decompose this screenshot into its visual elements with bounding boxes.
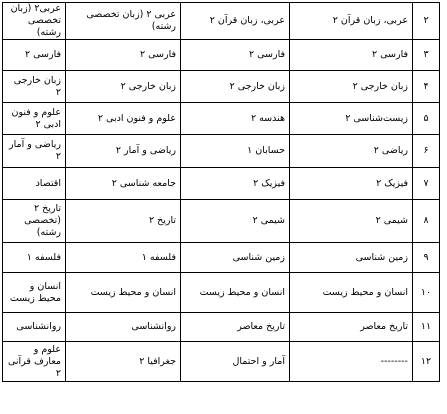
course-cell: انسان و محیط زیست [66,273,181,313]
curriculum-table-body [3,3,440,382]
row-number-cell: ۴ [413,71,440,103]
curriculum-table [2,2,440,382]
table-row [3,40,440,71]
course-cell: -------- [290,342,413,382]
course-cell: فیزیک ۲ [290,168,413,200]
course-cell: عربی، زبان قرآن ۲ [181,3,290,40]
course-cell: روانشناسی [66,313,181,342]
course-cell: فارسی ۲ [181,40,290,71]
course-cell: ریاضی ۲ [290,135,413,168]
course-cell: زیست‌شناسی ۲ [290,103,413,135]
table-row [3,342,440,382]
row-number-cell: ۸ [413,200,440,243]
course-cell: فیزیک ۲ [181,168,290,200]
course-cell: انسان و محیط زیست [290,273,413,313]
course-cell: شیمی ۲ [181,200,290,243]
table-row [3,200,440,243]
course-cell: زبان خارجی ۲ [181,71,290,103]
row-number-cell: ۱۲ [413,342,440,382]
row-number-cell: ۱۰ [413,273,440,313]
course-cell: فلسفه ۱ [3,243,66,273]
course-cell: علوم و فنون ادبی ۲ [66,103,181,135]
table-row [3,3,440,40]
course-cell: تاریخ ۲ [66,200,181,243]
row-number-cell: ۵ [413,103,440,135]
course-cell: ریاضی و آمار ۲ [3,135,66,168]
course-cell: عربی ۲ (زبان تخصصی رشته) [66,3,181,40]
course-cell: زبان خارجی ۲ [3,71,66,103]
course-cell: زبان خارجی ۲ [66,71,181,103]
course-cell: تاریخ معاصر [290,313,413,342]
row-number-cell: ۷ [413,168,440,200]
table-row [3,135,440,168]
course-cell: جغرافیا ۲ [66,342,181,382]
course-cell: روانشناسی [3,313,66,342]
course-cell: عربی، زبان قرآن ۲ [290,3,413,40]
course-cell: زمین شناسی [290,243,413,273]
course-cell: علوم و معارف قرآنی ۲ [3,342,66,382]
table-row [3,103,440,135]
row-number-cell: ۹ [413,243,440,273]
table-row [3,313,440,342]
course-cell: جامعه شناسی ۲ [66,168,181,200]
course-cell: فارسی ۲ [66,40,181,71]
course-cell: ریاضی و آمار ۲ [66,135,181,168]
course-cell: حسابان ۱ [181,135,290,168]
course-cell: انسان و محیط زیست [3,273,66,313]
row-number-cell: ۲ [413,3,440,40]
course-cell: شیمی ۲ [290,200,413,243]
table-row [3,273,440,313]
table-row [3,71,440,103]
course-cell: تاریخ ۲ (تخصصی رشته) [3,200,66,243]
table-row [3,168,440,200]
course-cell: آمار و احتمال [181,342,290,382]
course-cell: انسان و محیط زیست [181,273,290,313]
course-cell: اقتصاد [3,168,66,200]
course-cell: هندسه ۲ [181,103,290,135]
course-cell: فارسی ۲ [3,40,66,71]
table-row [3,243,440,273]
course-cell: فارسی ۲ [290,40,413,71]
row-number-cell: ۶ [413,135,440,168]
course-cell: علوم و فنون ادبی ۲ [3,103,66,135]
course-cell: زمین شناسی [181,243,290,273]
course-cell: زبان خارجی ۲ [290,71,413,103]
course-cell: تاریخ معاصر [181,313,290,342]
course-cell: فلسفه ۱ [66,243,181,273]
row-number-cell: ۱۱ [413,313,440,342]
row-number-cell: ۳ [413,40,440,71]
course-cell: عربی۲ (زبان تخصصی رشته) [3,3,66,40]
